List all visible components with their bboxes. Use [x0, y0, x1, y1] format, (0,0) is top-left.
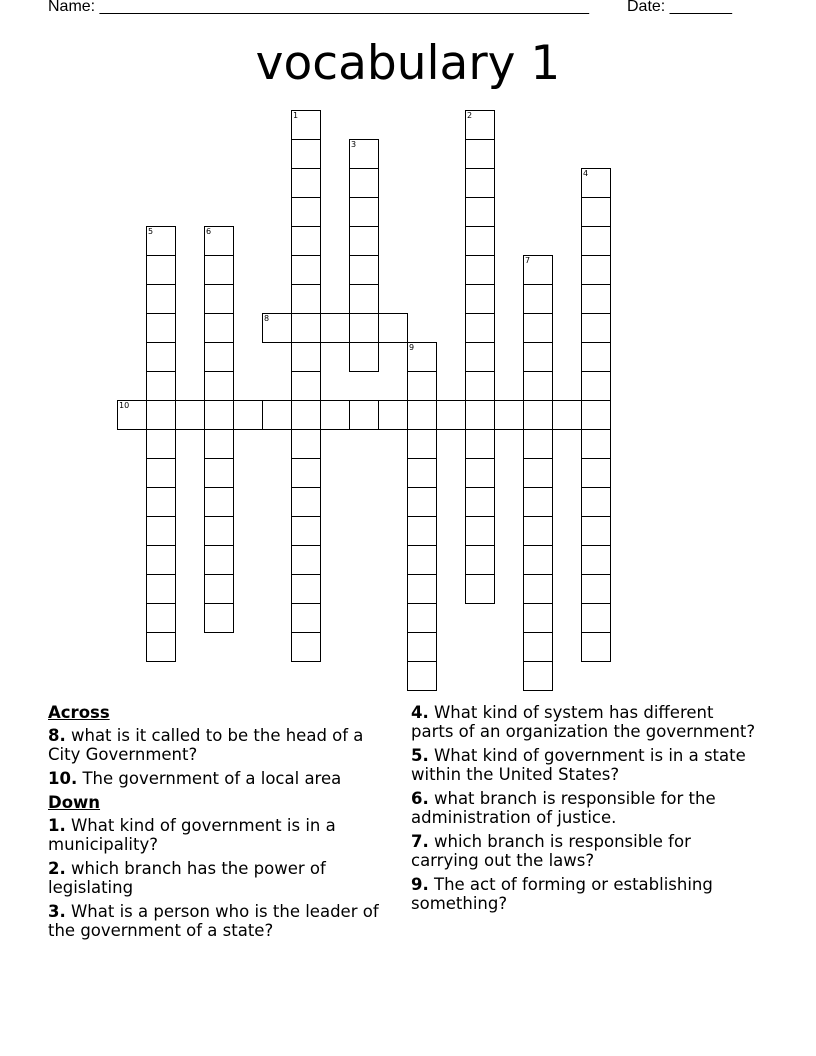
grid-cell[interactable] — [523, 516, 553, 546]
clue-text: what is it called to be the head of a City Government? — [48, 726, 364, 764]
grid-cell[interactable] — [204, 284, 234, 314]
grid-cell[interactable] — [523, 458, 553, 488]
grid-cell[interactable] — [146, 487, 176, 517]
grid-cell[interactable] — [291, 255, 321, 285]
cell-number: 2 — [467, 111, 473, 120]
grid-cell[interactable] — [407, 574, 437, 604]
grid-cell[interactable] — [146, 255, 176, 285]
grid-cell[interactable] — [407, 429, 437, 459]
grid-cell[interactable] — [349, 342, 379, 372]
grid-cell[interactable] — [523, 545, 553, 575]
clue-down-4 — [411, 703, 756, 741]
date-field-label: Date: _______ — [627, 0, 732, 15]
grid-cell[interactable] — [581, 458, 611, 488]
grid-cell[interactable] — [465, 516, 495, 546]
cell-number: 4 — [583, 169, 589, 178]
grid-cell[interactable] — [146, 429, 176, 459]
grid-cell[interactable] — [465, 371, 495, 401]
grid-cell[interactable] — [291, 487, 321, 517]
grid-cell[interactable] — [204, 313, 234, 343]
grid-cell[interactable] — [465, 342, 495, 372]
grid-cell[interactable] — [204, 400, 234, 430]
grid-cell[interactable] — [204, 342, 234, 372]
clue-text: what branch is responsible for the administration of justice. — [411, 789, 716, 827]
grid-cell[interactable] — [291, 458, 321, 488]
clue-text: What kind of government is in a municipality? — [48, 816, 336, 854]
grid-cell[interactable] — [349, 284, 379, 314]
name-field-label: Name: _______________________________________________________ — [48, 0, 589, 15]
clue-down-7 — [411, 832, 756, 870]
clue-number: 4. — [411, 703, 429, 722]
grid-cell[interactable] — [581, 168, 611, 198]
cell-number: 6 — [206, 227, 212, 236]
clue-number: 8. — [48, 726, 66, 745]
cell-number: 3 — [351, 140, 357, 149]
down-clue-list — [48, 816, 393, 940]
grid-cell[interactable] — [465, 400, 495, 430]
grid-cell[interactable] — [465, 313, 495, 343]
grid-cell[interactable] — [407, 516, 437, 546]
grid-cell[interactable] — [262, 313, 292, 343]
grid-cell[interactable] — [146, 545, 176, 575]
clue-down-3 — [48, 902, 393, 940]
grid-cell[interactable] — [407, 545, 437, 575]
grid-cell[interactable] — [291, 603, 321, 633]
grid-cell[interactable] — [204, 516, 234, 546]
grid-cell[interactable] — [465, 139, 495, 169]
grid-cell[interactable] — [204, 429, 234, 459]
grid-cell[interactable] — [146, 371, 176, 401]
grid-cell[interactable] — [204, 458, 234, 488]
clue-number: 3. — [48, 902, 66, 921]
grid-cell[interactable] — [523, 574, 553, 604]
down-heading: Down — [48, 793, 101, 812]
clue-number: 9. — [411, 875, 429, 894]
clue-number: 6. — [411, 789, 429, 808]
grid-cell[interactable] — [204, 574, 234, 604]
clues-column-left — [48, 703, 393, 945]
grid-cell[interactable] — [349, 139, 379, 169]
grid-cell[interactable] — [146, 632, 176, 662]
grid-cell[interactable] — [465, 545, 495, 575]
grid-cell[interactable] — [291, 574, 321, 604]
grid-cell[interactable] — [523, 371, 553, 401]
across-heading: Across — [48, 703, 110, 722]
grid-cell[interactable] — [291, 545, 321, 575]
clue-number: 2. — [48, 859, 66, 878]
grid-cell[interactable] — [465, 197, 495, 227]
clue-text: What kind of system has different parts of an organization the government? — [411, 703, 756, 741]
grid-cell[interactable] — [494, 400, 524, 430]
puzzle-title: vocabulary 1 — [255, 36, 561, 91]
grid-cell[interactable] — [523, 255, 553, 285]
grid-cell[interactable] — [581, 255, 611, 285]
grid-cell[interactable] — [349, 197, 379, 227]
grid-cell[interactable] — [523, 313, 553, 343]
grid-cell[interactable] — [146, 603, 176, 633]
grid-cell[interactable] — [291, 632, 321, 662]
grid-cell[interactable] — [146, 313, 176, 343]
grid-cell[interactable] — [407, 342, 437, 372]
clues-column-right — [411, 703, 756, 918]
grid-cell[interactable] — [291, 284, 321, 314]
grid-cell[interactable] — [465, 110, 495, 140]
grid-cell[interactable] — [204, 226, 234, 256]
grid-cell[interactable] — [581, 545, 611, 575]
grid-cell[interactable] — [175, 400, 205, 430]
grid-cell[interactable] — [349, 226, 379, 256]
clue-down-6 — [411, 789, 756, 827]
grid-cell[interactable] — [523, 487, 553, 517]
clue-text: The government of a local area — [77, 769, 342, 788]
grid-cell[interactable] — [407, 371, 437, 401]
cell-number: 9 — [409, 343, 415, 352]
grid-cell[interactable] — [407, 632, 437, 662]
clue-number: 10. — [48, 769, 78, 788]
grid-cell[interactable] — [291, 313, 321, 343]
grid-cell[interactable] — [407, 603, 437, 633]
grid-cell[interactable] — [407, 458, 437, 488]
grid-cell[interactable] — [581, 487, 611, 517]
grid-cell[interactable] — [349, 168, 379, 198]
grid-cell[interactable] — [146, 284, 176, 314]
grid-cell[interactable] — [204, 255, 234, 285]
grid-cell[interactable] — [291, 516, 321, 546]
grid-cell[interactable] — [204, 545, 234, 575]
grid-cell[interactable] — [581, 429, 611, 459]
grid-cell[interactable] — [523, 342, 553, 372]
grid-cell[interactable] — [552, 400, 582, 430]
grid-cell[interactable] — [146, 458, 176, 488]
grid-cell[interactable] — [291, 226, 321, 256]
clue-across-8 — [48, 726, 393, 764]
clue-number: 5. — [411, 746, 429, 765]
grid-cell[interactable] — [581, 603, 611, 633]
grid-cell[interactable] — [581, 516, 611, 546]
grid-cell[interactable] — [349, 313, 379, 343]
clue-text: What is a person who is the leader of the government of a state? — [48, 902, 379, 940]
grid-cell[interactable] — [146, 516, 176, 546]
grid-cell[interactable] — [291, 371, 321, 401]
grid-cell[interactable] — [291, 110, 321, 140]
grid-cell[interactable] — [378, 313, 408, 343]
grid-cell[interactable] — [465, 284, 495, 314]
grid-cell[interactable] — [465, 574, 495, 604]
grid-cell[interactable] — [581, 632, 611, 662]
grid-cell[interactable] — [523, 429, 553, 459]
grid-cell[interactable] — [291, 197, 321, 227]
clue-text: which branch has the power of legislating — [48, 859, 326, 897]
grid-cell[interactable] — [378, 400, 408, 430]
clue-text: The act of forming or establishing something? — [411, 875, 713, 913]
grid-cell[interactable] — [523, 661, 553, 691]
grid-cell[interactable] — [581, 342, 611, 372]
grid-cell[interactable] — [291, 342, 321, 372]
grid-cell[interactable] — [465, 458, 495, 488]
grid-cell[interactable] — [349, 400, 379, 430]
clue-down-5 — [411, 746, 756, 784]
grid-cell[interactable] — [407, 661, 437, 691]
grid-cell[interactable] — [117, 400, 147, 430]
grid-cell[interactable] — [146, 574, 176, 604]
cell-number: 8 — [264, 314, 270, 323]
grid-cell[interactable] — [320, 313, 350, 343]
cell-number: 7 — [525, 256, 531, 265]
grid-cell[interactable] — [320, 400, 350, 430]
grid-cell[interactable] — [349, 255, 379, 285]
grid-cell[interactable] — [581, 400, 611, 430]
grid-cell[interactable] — [581, 313, 611, 343]
clue-text: What kind of government is in a state within the United States? — [411, 746, 746, 784]
grid-cell[interactable] — [291, 168, 321, 198]
grid-cell[interactable] — [465, 226, 495, 256]
clue-down-1 — [48, 816, 393, 854]
grid-cell[interactable] — [523, 632, 553, 662]
grid-cell[interactable] — [204, 603, 234, 633]
grid-cell[interactable] — [581, 226, 611, 256]
grid-cell[interactable] — [204, 371, 234, 401]
clue-across-10 — [48, 769, 393, 788]
grid-cell[interactable] — [436, 400, 466, 430]
grid-cell[interactable] — [146, 400, 176, 430]
cell-number: 1 — [293, 111, 299, 120]
grid-cell[interactable] — [581, 574, 611, 604]
clue-down-2 — [48, 859, 393, 897]
grid-cell[interactable] — [291, 139, 321, 169]
grid-cell[interactable] — [465, 255, 495, 285]
clue-number: 1. — [48, 816, 66, 835]
grid-cell[interactable] — [407, 400, 437, 430]
cell-number: 10 — [119, 401, 130, 410]
cell-number: 5 — [148, 227, 154, 236]
grid-cell[interactable] — [233, 400, 263, 430]
clue-number: 7. — [411, 832, 429, 851]
grid-cell[interactable] — [146, 342, 176, 372]
grid-cell[interactable] — [465, 429, 495, 459]
across-clue-list — [48, 726, 393, 788]
grid-cell[interactable] — [523, 400, 553, 430]
grid-cell[interactable] — [291, 400, 321, 430]
grid-cell[interactable] — [204, 487, 234, 517]
grid-cell[interactable] — [581, 284, 611, 314]
clue-down-9 — [411, 875, 756, 913]
grid-cell[interactable] — [262, 400, 292, 430]
grid-cell[interactable] — [581, 197, 611, 227]
grid-cell[interactable] — [523, 284, 553, 314]
grid-cell[interactable] — [581, 371, 611, 401]
grid-cell[interactable] — [465, 487, 495, 517]
clue-text: which branch is responsible for carrying out the laws? — [411, 832, 691, 870]
grid-cell[interactable] — [146, 226, 176, 256]
grid-cell[interactable] — [407, 487, 437, 517]
grid-cell[interactable] — [291, 429, 321, 459]
grid-cell[interactable] — [465, 168, 495, 198]
grid-cell[interactable] — [523, 603, 553, 633]
